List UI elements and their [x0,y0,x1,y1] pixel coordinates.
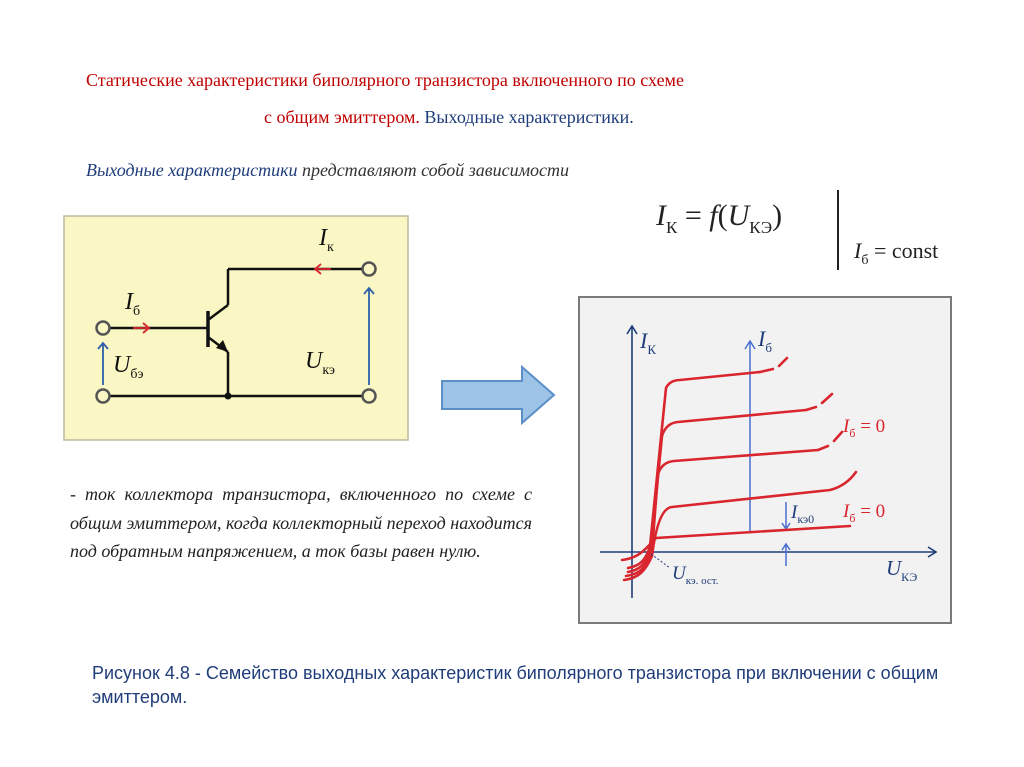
ike0-label: $I_{кэ0}$ [791,502,815,526]
slide-title: Статические характеристики биполярного транзистора включенного по схеме [86,70,684,90]
xaxis-label: $U_{КЭ}$ [886,556,918,584]
circuit-terminal-icon [97,322,110,335]
output-characteristics-graph [578,296,952,624]
subtitle-part-2: Выходные характеристики. [419,107,634,127]
uke-label: $U_{кэ}$ [305,348,335,378]
formula-condition: $I_б$ = const [854,238,939,268]
uke-ost-label: $U_{кэ. ост.}$ [672,563,719,587]
lead-rest: представляют собой зависимости [297,160,570,180]
ik-label: $I_к$ [319,225,334,255]
ib-label: $I_б$ [125,289,141,319]
circuit-diagram [63,215,409,441]
junction-dot [225,393,232,400]
lead-accent: Выходные характеристики [86,160,298,180]
yaxis-label: $I_К$ [640,328,656,357]
description-text: - ток коллектора транзистора, включенного по схеме с общим эмиттером, когда коллекторный переход находится под обратным напряжением, а ток базы равен нулю. [70,484,532,561]
ib0-label-lower: $I_б = 0$ [843,501,886,525]
formula [614,188,994,278]
circuit-terminal-icon [97,390,110,403]
subtitle-part-1: с общим эмиттером. [264,107,420,127]
formula-lhs: $I_К = f(U_{КЭ})$ [656,199,783,237]
ib-arrow-label: $I_б$ [758,326,772,355]
lead-text [86,160,569,181]
circuit-terminal-icon [363,263,376,276]
ib0-label-upper: $I_б = 0$ [843,416,886,440]
figure-caption: Рисунок 4.8 - Семейство выходных характеристик биполярного транзистора при включении с общим эмиттером. [92,663,939,707]
slide-subtitle [264,107,634,128]
circuit-terminal-icon [363,390,376,403]
ube-label: $U_{бэ}$ [113,352,144,382]
right-arrow-icon [440,365,558,425]
